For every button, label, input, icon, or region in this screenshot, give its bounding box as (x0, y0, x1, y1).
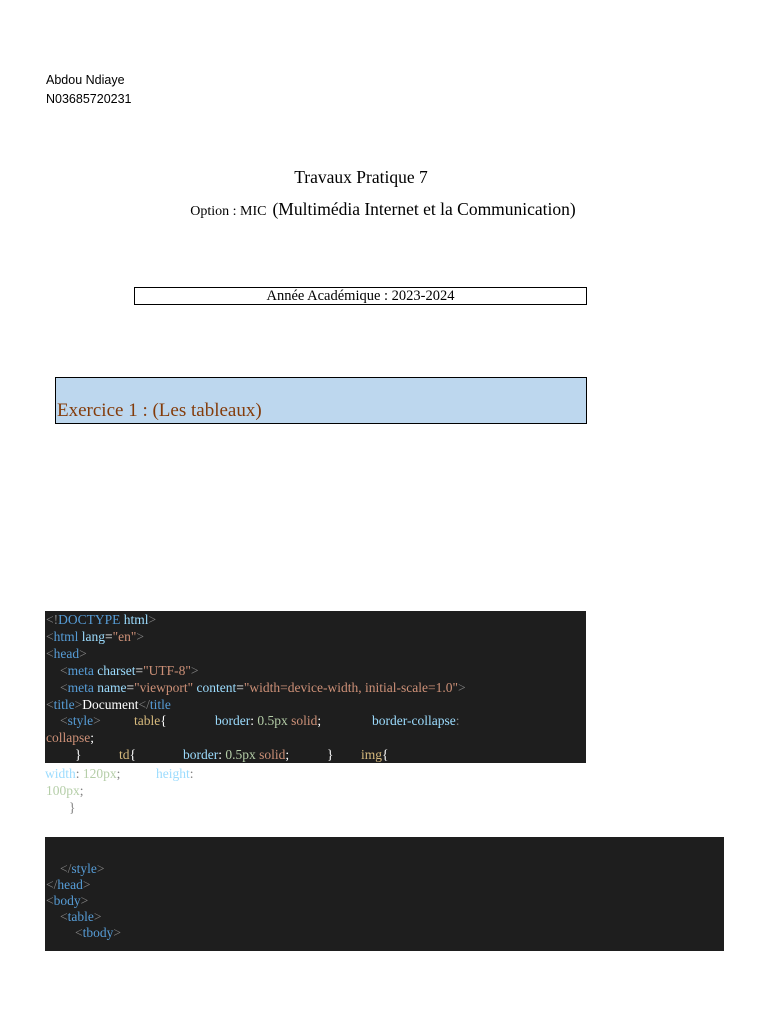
code-line (46, 876, 90, 893)
code-token: < (60, 680, 68, 695)
code-line (75, 746, 81, 763)
code-token: { (160, 713, 167, 728)
code-token: < (75, 925, 83, 940)
code-token: table (67, 909, 94, 924)
code-line (60, 908, 102, 925)
code-token: } (75, 747, 82, 762)
code-token: : (75, 766, 80, 781)
code-token: "en" (112, 629, 137, 644)
academic-year-box: Année Académique : 2023-2024 (134, 287, 587, 305)
code-block-1 (45, 611, 586, 763)
code-line (46, 892, 88, 909)
code-token: title (53, 697, 75, 712)
code-token: style (71, 861, 97, 876)
author-name: Abdou Ndiaye (46, 73, 125, 87)
code-token: > (96, 861, 105, 876)
code-line (46, 729, 94, 746)
code-line (119, 746, 136, 763)
code-token: solid (291, 713, 318, 728)
code-token: border (215, 713, 251, 728)
code-token: title (149, 697, 171, 712)
code-line (60, 712, 101, 729)
author-block (46, 71, 132, 109)
exercise-header-box (55, 377, 587, 424)
code-token: ; (79, 783, 84, 798)
document-subtitle (0, 199, 766, 220)
code-token: ; (317, 713, 322, 728)
code-token: <! (46, 612, 59, 627)
code-token: ; (285, 747, 290, 762)
code-line (361, 746, 389, 763)
code-token: > (190, 663, 199, 678)
code-token: = (126, 680, 135, 695)
code-token: > (93, 713, 101, 728)
code-token: img (361, 747, 383, 762)
code-token: collapse (46, 730, 91, 745)
code-token: head (57, 877, 83, 892)
code-token: > (74, 697, 83, 712)
code-line (46, 696, 171, 713)
code-token: > (80, 893, 89, 908)
code-line (60, 662, 199, 679)
code-token: 100px (46, 783, 80, 798)
code-token: DOCTYPE (58, 612, 121, 627)
code-token: : (250, 713, 254, 728)
code-token: } (327, 747, 334, 762)
code-token: content (196, 680, 237, 695)
option-label: Option : MIC (190, 204, 267, 219)
code-line (183, 746, 289, 763)
code-token: = (105, 629, 113, 644)
document-title: Travaux Pratique 7 (294, 167, 428, 187)
code-token: html (123, 612, 149, 627)
code-line (60, 679, 466, 696)
code-token: table (134, 713, 161, 728)
code-token: < (60, 663, 68, 678)
code-token: 0.5px (257, 713, 288, 728)
code-token: tbody (82, 925, 114, 940)
code-overflow (45, 765, 245, 825)
code-token: > (113, 925, 122, 940)
code-token: solid (259, 747, 286, 762)
code-token: border-collapse (372, 713, 456, 728)
code-line (69, 799, 75, 816)
code-token: < (46, 893, 54, 908)
code-token: name (97, 680, 127, 695)
code-line (46, 611, 156, 628)
code-token: </ (46, 877, 58, 892)
code-token: < (46, 697, 54, 712)
code-token: : (455, 713, 460, 728)
code-token: charset (97, 663, 136, 678)
author-id: N03685720231 (46, 92, 132, 106)
option-full-name: (Multimédia Internet et la Communication) (272, 199, 576, 219)
code-token: ; (116, 766, 121, 781)
code-line (75, 924, 121, 941)
code-token: { (382, 747, 389, 762)
code-token: > (136, 629, 145, 644)
code-token: Document (82, 697, 139, 712)
code-token: border (183, 747, 219, 762)
code-token: width (45, 766, 76, 781)
code-token: head (53, 646, 80, 661)
code-line (45, 765, 120, 782)
code-line (372, 712, 459, 729)
code-token: < (60, 713, 68, 728)
code-token: > (457, 680, 466, 695)
code-line (46, 628, 144, 645)
code-token: < (46, 646, 54, 661)
code-token: "width=device-width, initial-scale=1.0" (243, 680, 458, 695)
code-token: = (236, 680, 244, 695)
code-token: meta (67, 663, 94, 678)
code-token: > (148, 612, 157, 627)
code-token: 0.5px (225, 747, 256, 762)
code-token: html (53, 629, 79, 644)
code-token: } (69, 800, 76, 815)
code-token: : (218, 747, 222, 762)
code-token: lang (81, 629, 106, 644)
code-line (60, 860, 105, 877)
code-line (215, 712, 321, 729)
code-token: body (53, 893, 81, 908)
code-token: > (93, 909, 102, 924)
code-token: > (79, 646, 87, 661)
exercise-title: Exercice 1 : (Les tableaux) (57, 400, 262, 421)
code-token: < (60, 909, 68, 924)
code-line (134, 712, 167, 729)
code-token: < (46, 629, 54, 644)
code-token: style (67, 713, 94, 728)
code-token: > (82, 877, 91, 892)
code-token: meta (67, 680, 94, 695)
code-token: : (189, 766, 194, 781)
code-token: { (129, 747, 136, 762)
code-token: td (119, 747, 130, 762)
code-line (46, 645, 87, 662)
code-block-2 (45, 837, 724, 951)
code-line (327, 746, 333, 763)
code-token: "viewport" (134, 680, 194, 695)
code-token: = (135, 663, 144, 678)
code-token: </ (60, 861, 72, 876)
code-token: height (156, 766, 190, 781)
code-token: ; (90, 730, 94, 745)
code-token: "UTF-8" (143, 663, 191, 678)
code-line (156, 765, 194, 782)
code-line (46, 782, 84, 799)
code-token: </ (138, 697, 150, 712)
code-token: 120px (82, 766, 117, 781)
